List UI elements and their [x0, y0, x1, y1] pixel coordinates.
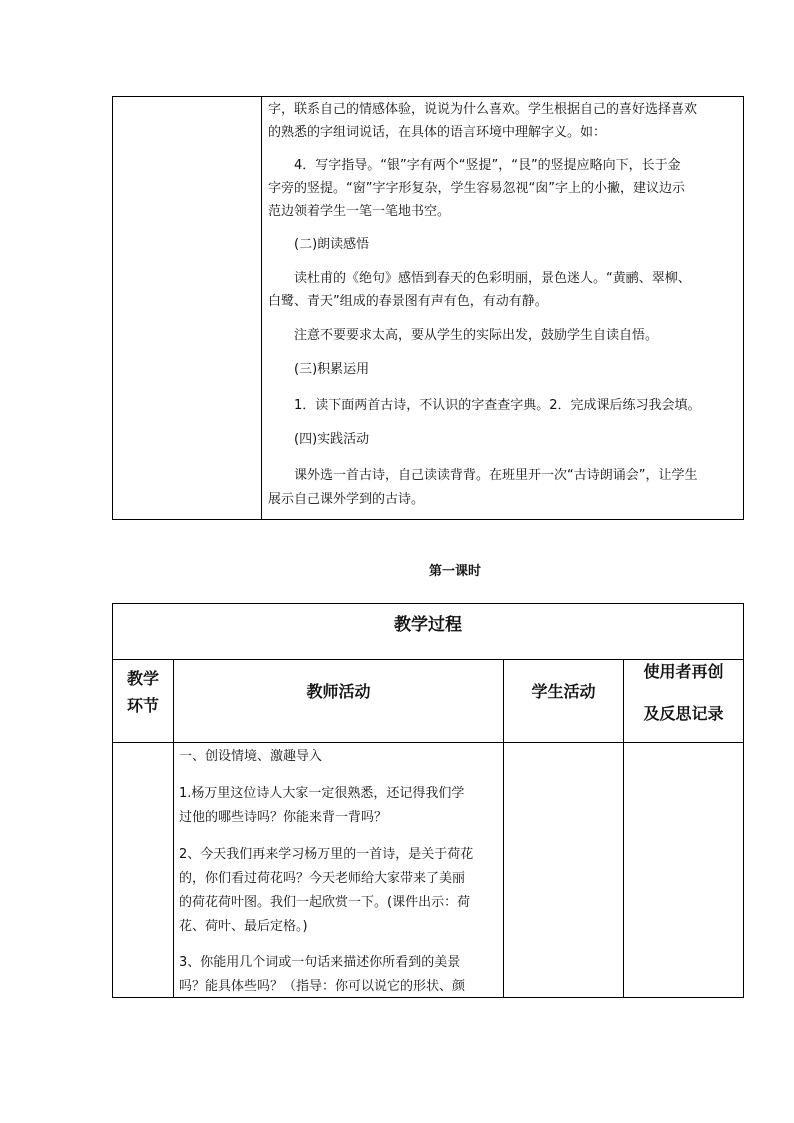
- subheading: (四)实践活动: [268, 432, 370, 447]
- text-line: 字旁的竖提。“窗”字字形复杂，学生容易忽视“囱”字上的小撇，建议边示: [268, 181, 685, 196]
- table1-border-top: [112, 96, 744, 97]
- subheading: 一、创设情境、激趣导入: [179, 749, 323, 764]
- text-line: 范边领着学生一笔一笔地书空。: [268, 204, 451, 219]
- text-line: 白鹭、青天”组成的春景图有声有色，有动有静。: [268, 294, 548, 309]
- table2-border-right: [743, 603, 744, 998]
- text-line: 1．读下面两首古诗，不认识的字查查字典。2．完成课后练习我会填。: [268, 398, 701, 413]
- header-stage-line2: 环节: [126, 696, 159, 715]
- text-line: 字，联系自己的情感体验，说说为什么喜欢。学生根据自己的喜好选择喜欢: [268, 102, 698, 117]
- text-line: 过他的哪些诗吗？你能来背一背吗？: [179, 810, 388, 825]
- subheading: (二)朗读感悟: [268, 237, 370, 252]
- table2-col-divider-1: [173, 659, 174, 998]
- table2-border-left: [112, 603, 113, 998]
- table2-border-top: [112, 603, 744, 604]
- table1-divider: [261, 96, 262, 520]
- text-line: 1.杨万里这位诗人大家一定很熟悉，还记得我们学: [179, 786, 465, 801]
- table2-col-divider-2: [503, 659, 504, 998]
- text-line: 注意不要要求太高，要从学生的实际出发，鼓励学生自读自悟。: [268, 328, 659, 343]
- table1-border-left: [112, 96, 113, 520]
- table-title: 教学过程: [394, 615, 462, 635]
- text-line: 的，你们看过荷花吗？今天老师给大家带来了美丽: [179, 871, 466, 886]
- header-reflection-line2: 及反思记录: [643, 704, 724, 723]
- text-line: 3、你能用几个词或一句话来描述你所看到的美景: [179, 955, 461, 970]
- table1-border-bottom: [112, 519, 744, 520]
- table2-header-divider: [112, 742, 744, 743]
- header-reflection-line1: 使用者再创: [643, 662, 724, 681]
- text-line: 4．写字指导。“银”字有两个“竖提”，“艮”的竖提应略向下，长于金: [268, 158, 681, 173]
- subheading: (三)积累运用: [268, 362, 370, 377]
- header-student-activity: 学生活动: [531, 682, 596, 701]
- text-line: 课外选一首古诗，自己读读背背。在班里开一次“古诗朗诵会”，让学生: [268, 468, 698, 483]
- header-stage-line1: 教学: [126, 669, 159, 688]
- table1-border-right: [743, 96, 744, 520]
- text-line: 花、荷叶、最后定格。): [179, 919, 308, 934]
- text-line: 吗？能具体些吗？（指导：你可以说它的形状、颜: [179, 979, 466, 994]
- text-line: 的熟悉的字组词说话，在具体的语言环境中理解字义。如：: [268, 125, 607, 140]
- text-line: 展示自己课外学到的古诗。: [268, 492, 425, 507]
- text-line: 读杜甫的《绝句》感悟到春天的色彩明丽，景色迷人。“黄鹂、翠柳、: [268, 271, 691, 286]
- text-line: 2、今天我们再来学习杨万里的一首诗，是关于荷花: [179, 847, 474, 862]
- section-title: 第一课时: [428, 564, 481, 579]
- text-line: 的荷花荷叶图。我们一起欣赏一下。(课件出示：荷: [179, 895, 471, 910]
- header-teacher-activity: 教师活动: [306, 682, 371, 701]
